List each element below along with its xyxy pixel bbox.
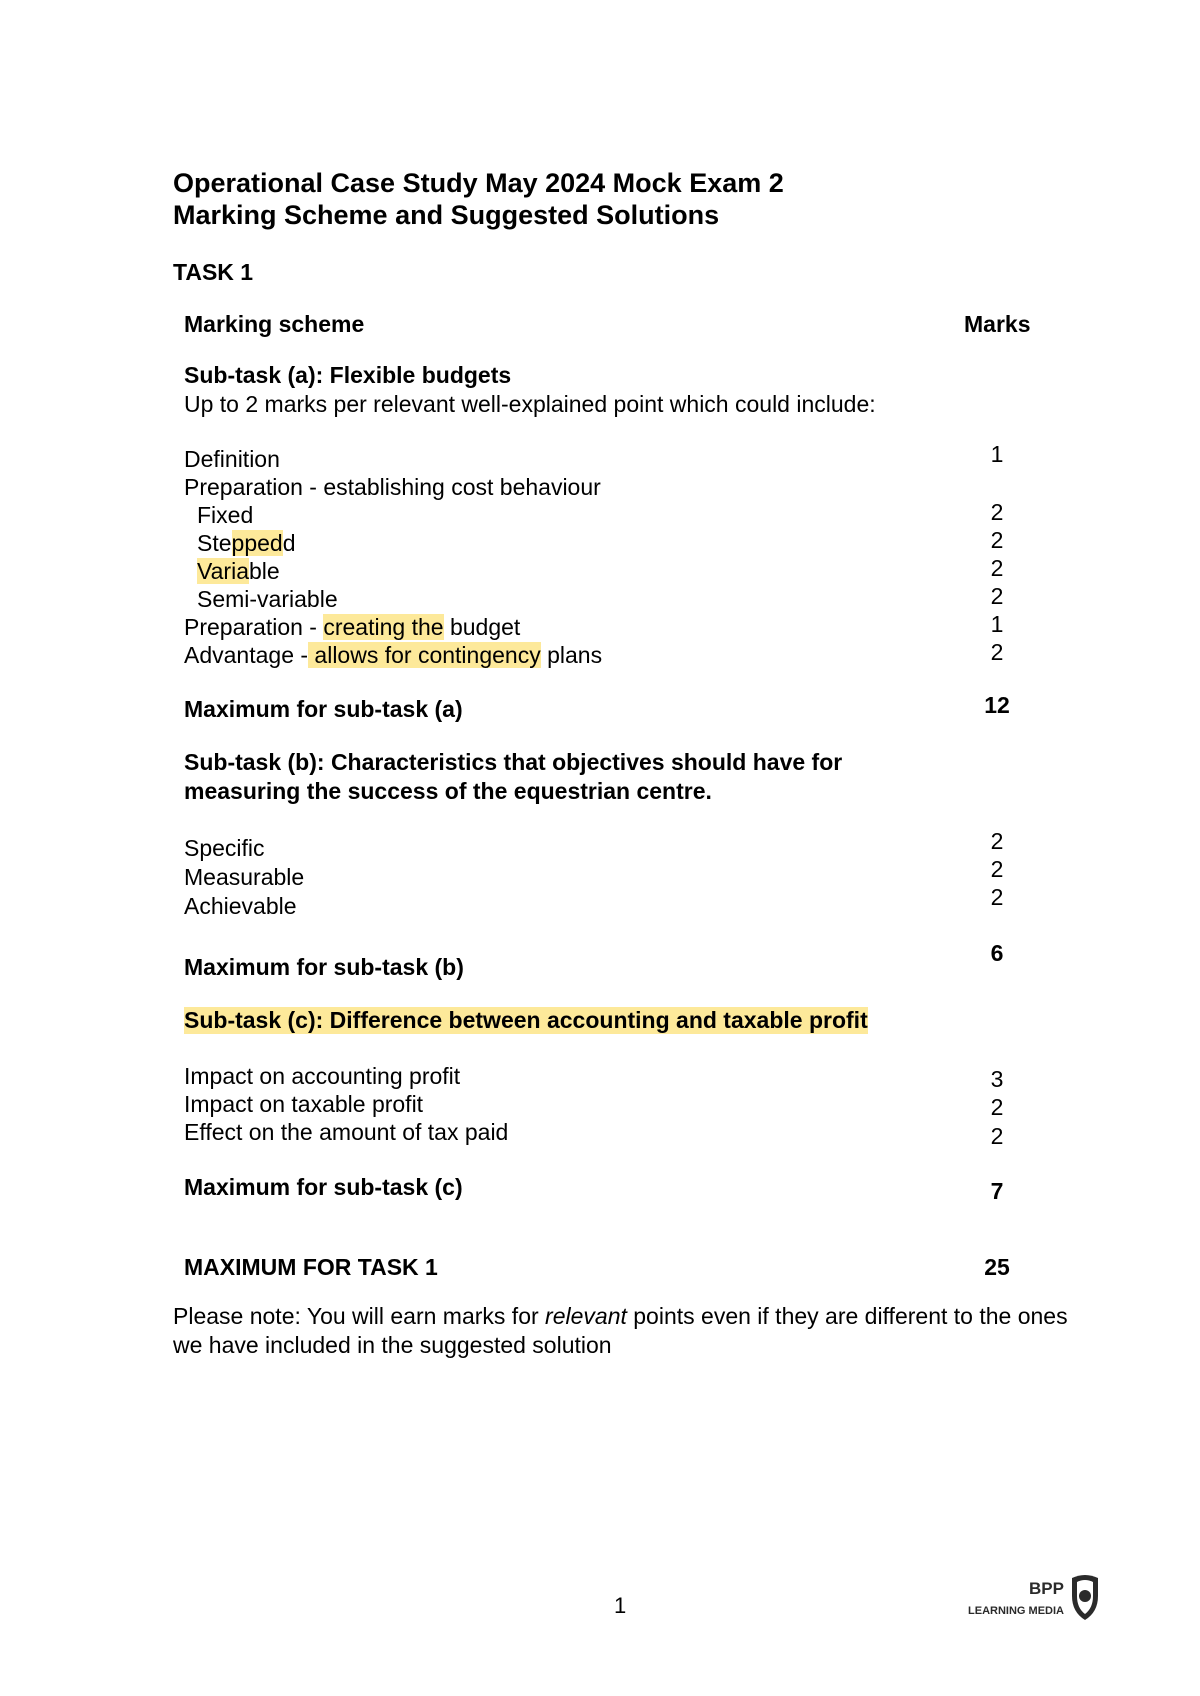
mark-stepped: 2 bbox=[990, 527, 1004, 553]
item-creating-pre: Preparation - bbox=[184, 614, 324, 640]
mark-fixed: 2 bbox=[990, 499, 1004, 525]
item-advantage bbox=[184, 642, 602, 669]
mark-impact-taxable-profit: 2 bbox=[990, 1094, 1004, 1120]
item-preparation-creating bbox=[184, 614, 520, 641]
item-variable-post: ble bbox=[249, 558, 280, 584]
logo-text-bottom: LEARNING MEDIA bbox=[968, 1605, 1064, 1617]
mark-advantage: 2 bbox=[990, 639, 1004, 665]
item-effect-tax-paid: Effect on the amount of tax paid bbox=[184, 1119, 509, 1145]
mark-specific: 2 bbox=[990, 828, 1004, 854]
subtask-c-max-mark: 7 bbox=[990, 1178, 1004, 1204]
item-impact-taxable-profit: Impact on taxable profit bbox=[184, 1091, 424, 1117]
mark-preparation-creating: 1 bbox=[990, 611, 1004, 637]
mark-definition: 1 bbox=[990, 441, 1004, 467]
subtask-a-heading: Sub-task (a): Flexible budgets bbox=[184, 362, 512, 388]
subtask-b-heading-line1: Sub-task (b): Characteristics that objectives should have for bbox=[184, 749, 843, 775]
item-stepped-pre: Ste bbox=[197, 530, 232, 556]
task-total-label: MAXIMUM FOR TASK 1 bbox=[184, 1254, 438, 1280]
item-creating-post: budget bbox=[443, 614, 521, 640]
item-advantage-highlight: allows for contingency bbox=[308, 642, 541, 668]
note-emphasis: relevant bbox=[545, 1303, 627, 1329]
note-paragraph bbox=[173, 1302, 1093, 1360]
shield-icon bbox=[1072, 1575, 1098, 1620]
mark-achievable: 2 bbox=[990, 884, 1004, 910]
item-measurable: Measurable bbox=[184, 864, 305, 890]
subtask-c-max-label: Maximum for sub-task (c) bbox=[184, 1174, 463, 1200]
item-variable-highlight: Varia bbox=[197, 558, 249, 584]
item-impact-accounting-profit: Impact on accounting profit bbox=[184, 1063, 461, 1089]
document-title: Operational Case Study May 2024 Mock Exam 2 bbox=[173, 168, 784, 198]
item-stepped bbox=[197, 530, 296, 557]
item-definition: Definition bbox=[184, 446, 280, 472]
subtask-c-heading: Sub-task (c): Difference between accounting and taxable profit bbox=[184, 1007, 868, 1033]
item-stepped-highlight: pped bbox=[231, 530, 283, 556]
mark-variable: 2 bbox=[990, 555, 1004, 581]
note-post: points even if they are different to the ones we have included in the suggested solution bbox=[173, 1303, 1068, 1358]
item-advantage-pre: Advantage - bbox=[184, 642, 309, 668]
item-stepped-post: d bbox=[282, 530, 296, 556]
subtask-b-heading-line2: measuring the success of the equestrian centre. bbox=[184, 778, 712, 804]
mark-effect-tax-paid: 2 bbox=[990, 1123, 1004, 1149]
document-subtitle: Marking Scheme and Suggested Solutions bbox=[173, 200, 720, 230]
item-creating-highlight: creating the bbox=[323, 614, 444, 640]
bpp-logo-graphic bbox=[954, 1572, 1114, 1624]
task-label: TASK 1 bbox=[173, 259, 254, 285]
item-fixed: Fixed bbox=[197, 502, 254, 528]
subtask-b-max-mark: 6 bbox=[990, 940, 1004, 966]
task-total-mark: 25 bbox=[984, 1254, 1010, 1280]
logo-text-top: BPP bbox=[1029, 1579, 1064, 1598]
page-number: 1 bbox=[614, 1593, 627, 1618]
column-header-scheme: Marking scheme bbox=[184, 311, 365, 337]
item-advantage-post: plans bbox=[540, 642, 603, 668]
item-preparation-cost-behaviour: Preparation - establishing cost behaviour bbox=[184, 474, 601, 500]
item-specific: Specific bbox=[184, 835, 265, 861]
bpp-logo bbox=[954, 1572, 1114, 1624]
item-variable bbox=[197, 558, 280, 585]
item-semi-variable: Semi-variable bbox=[197, 586, 338, 612]
subtask-b-max-label: Maximum for sub-task (b) bbox=[184, 954, 464, 980]
item-achievable: Achievable bbox=[184, 893, 297, 919]
subtask-a-max-mark: 12 bbox=[984, 692, 1010, 718]
mark-measurable: 2 bbox=[990, 856, 1004, 882]
note-pre: Please note: You will earn marks for bbox=[173, 1303, 546, 1329]
subtask-a-intro: Up to 2 marks per relevant well-explained point which could include: bbox=[184, 391, 876, 417]
mark-impact-accounting-profit: 3 bbox=[990, 1066, 1004, 1092]
mark-semi-variable: 2 bbox=[990, 583, 1004, 609]
column-header-marks: Marks bbox=[964, 311, 1031, 337]
subtask-a-max-label: Maximum for sub-task (a) bbox=[184, 696, 463, 722]
